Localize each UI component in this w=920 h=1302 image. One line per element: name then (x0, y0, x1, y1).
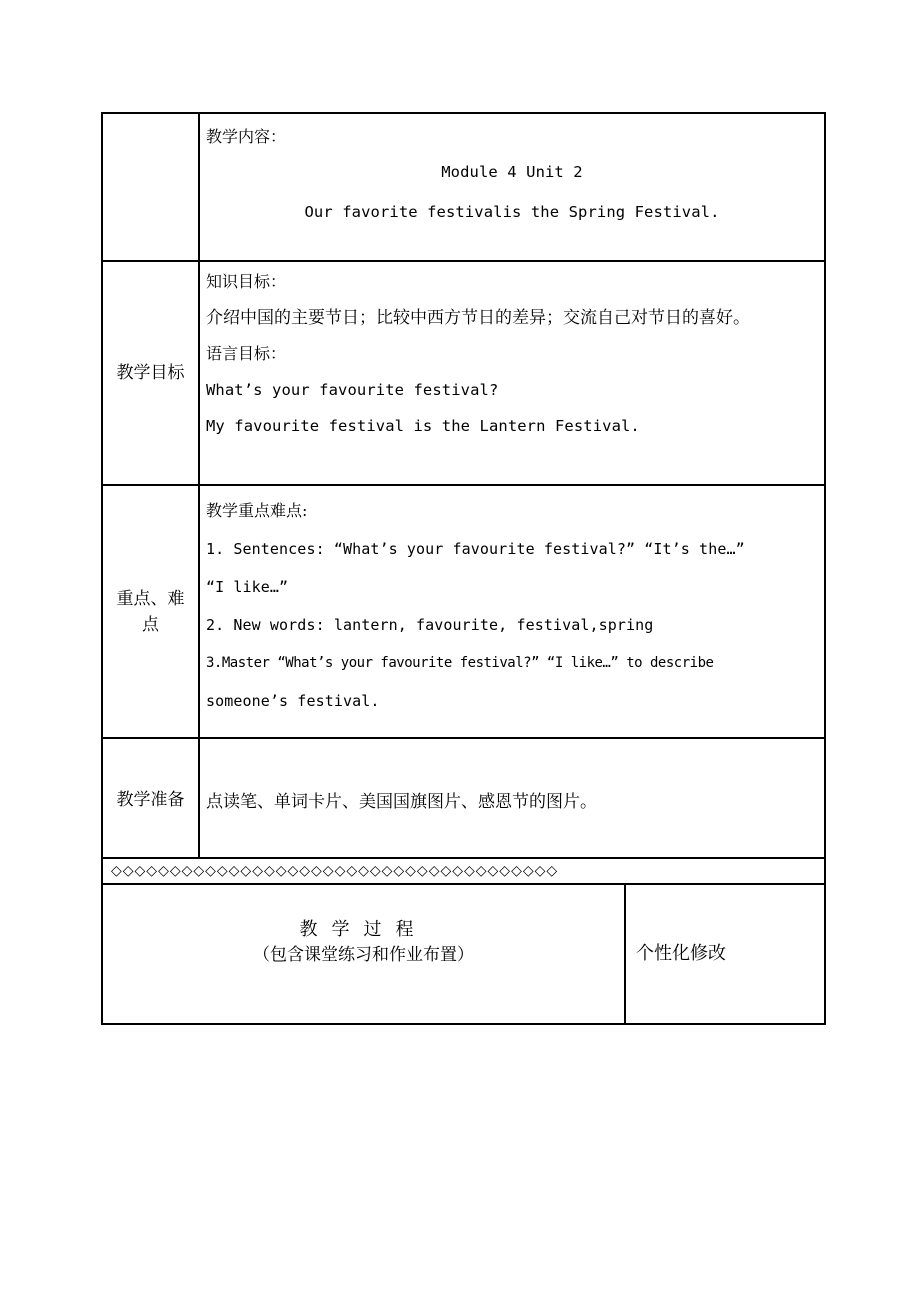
preparation-label: 教学准备 (103, 739, 200, 857)
diamond-divider: ◇◇◇◇◇◇◇◇◇◇◇◇◇◇◇◇◇◇◇◇◇◇◇◇◇◇◇◇◇◇◇◇◇◇◇◇◇◇ (111, 863, 559, 879)
key-points-label (103, 486, 200, 737)
personalized-revision-cell: 个性化修改 (636, 943, 726, 964)
key-point-3: 3.Master “What’s your favourite festival?” “I like…” to describe (206, 655, 714, 671)
lesson-title: Our favorite festivalis the Spring Festival. (304, 203, 720, 221)
key-point-2: 2. New words: lantern, favourite, festival,spring (206, 616, 654, 634)
key-point-3-continued: someone’s festival. (206, 692, 380, 710)
key-points-heading: 教学重点难点: (206, 501, 308, 520)
empty-label-cell (103, 114, 200, 260)
preparation-text: 点读笔、单词卡片、美国国旗图片、感恩节的图片。 (206, 792, 597, 812)
key-points-label-line-1: 重点、难 (116, 588, 185, 609)
teaching-process-subtitle: （包含课堂练习和作业布置） (253, 945, 474, 965)
module-title: Module 4 Unit 2 (441, 163, 583, 181)
objectives-row (101, 262, 826, 486)
knowledge-text: 介绍中国的主要节日；比较中西方节日的差异；交流自己对节日的喜好。 (206, 308, 750, 328)
teaching-content-row (101, 112, 826, 262)
key-points-row (101, 486, 826, 739)
lesson-plan-table (101, 112, 826, 1025)
content-heading: 教学内容： (206, 127, 287, 146)
objectives-label: 教学目标 (103, 262, 200, 484)
teaching-content-cell (200, 114, 824, 260)
language-heading: 语言目标： (206, 344, 287, 363)
key-point-1-continued: “I like…” (206, 578, 289, 596)
objectives-cell (200, 262, 824, 484)
language-sentence-2: My favourite festival is the Lantern Festival. (206, 417, 640, 435)
divider-row (101, 859, 826, 885)
teaching-process-title: 教学过程 (299, 919, 428, 940)
key-points-label-line-2: 点 (142, 614, 159, 635)
key-points-cell (200, 486, 824, 737)
preparation-cell (200, 739, 824, 857)
preparation-row (101, 739, 826, 859)
key-point-1: 1. Sentences: “What’s your favourite festival?” “It’s the…” (206, 540, 745, 558)
teaching-process-row (101, 885, 826, 1025)
language-sentence-1: What’s your favourite festival? (206, 381, 499, 399)
teaching-process-cell (103, 885, 626, 1023)
knowledge-heading: 知识目标： (206, 272, 287, 291)
